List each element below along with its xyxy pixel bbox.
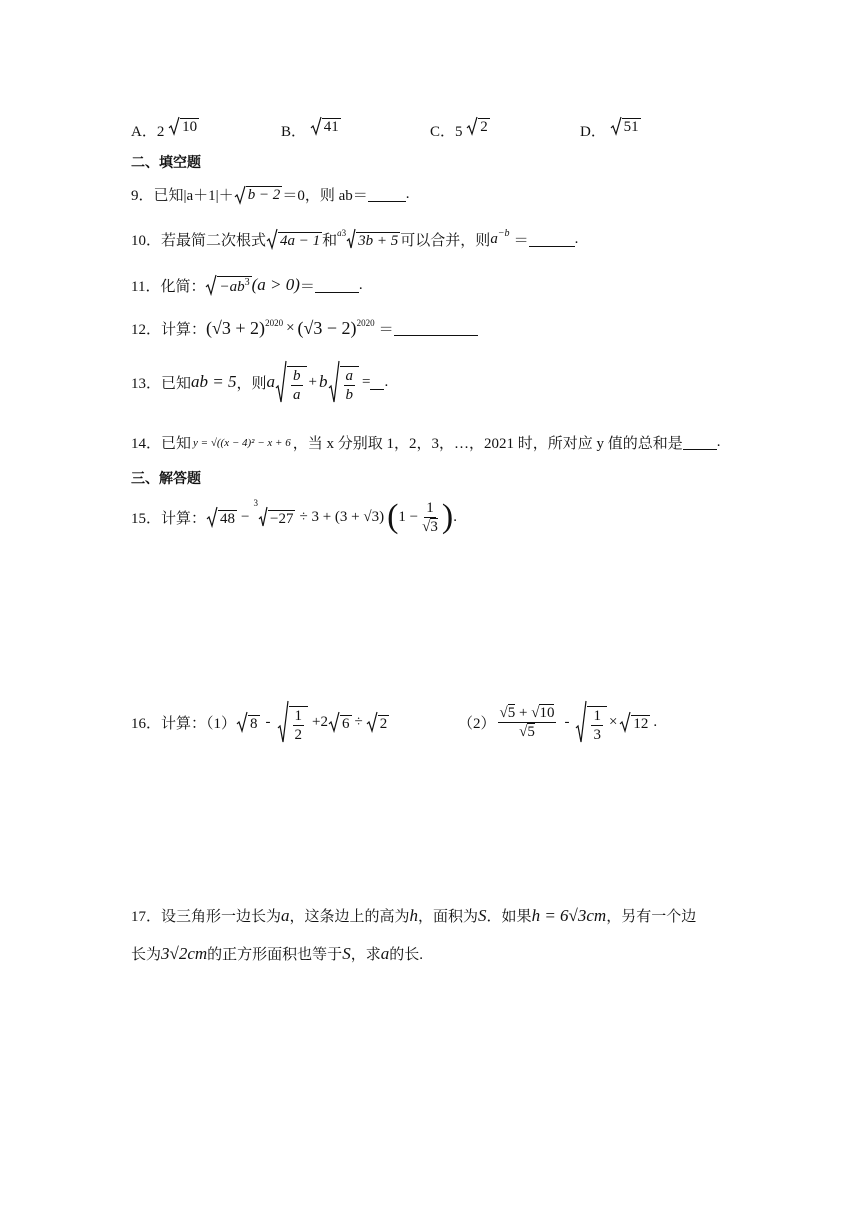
period: . (653, 713, 658, 730)
section-heading: 三、解答题 (131, 471, 201, 487)
answer-blank[interactable] (368, 187, 406, 202)
option-label: C． (430, 124, 456, 140)
cube-root (258, 506, 295, 528)
expression: (√3 + 2) (206, 318, 266, 338)
answer-blank[interactable] (315, 278, 359, 293)
fraction (420, 499, 440, 536)
radicand (289, 706, 309, 744)
sqrt (168, 116, 199, 136)
radicand: 51 (623, 118, 639, 135)
option-label: A． (131, 124, 157, 140)
radicand: 3 (430, 518, 438, 535)
section-heading: 二、填空题 (131, 155, 201, 171)
question-text: 若最简二次根式 (161, 232, 267, 249)
question-text: ，当 x 分别取 1，2，3，…，2021 时，所对应 y 值的总和是 (292, 436, 683, 452)
radicand (340, 366, 360, 404)
answer-blank[interactable] (370, 375, 384, 390)
plus-coef: +2 (312, 713, 328, 730)
coef: 5 (455, 124, 463, 140)
answer-blank[interactable] (529, 232, 575, 247)
question-text: 17．设三角形一边长为 (131, 909, 282, 925)
question-text: 的正方形面积也等于 (207, 947, 343, 963)
radicand: 2 (480, 118, 488, 135)
plus: + (308, 373, 317, 390)
denominator: √3 (422, 518, 438, 535)
sqrt (310, 116, 341, 136)
radicand: 3b + 5 (358, 232, 399, 249)
radicand: 12 (633, 715, 649, 732)
denominator: 3 (593, 727, 601, 743)
radicand: 5 (507, 704, 516, 721)
question-text: 可以合并，则 (400, 232, 491, 249)
times: × (286, 320, 295, 336)
denominator: 2 (294, 727, 303, 743)
sqrt (328, 711, 352, 733)
question-number: 12． (131, 322, 162, 338)
sqrt (575, 700, 607, 744)
question-text: 计算：（1） (161, 715, 237, 732)
given: ab = 5 (191, 372, 237, 391)
question-text: 的长. (389, 947, 423, 963)
numerator: 1 (426, 499, 434, 516)
cube-root (346, 228, 400, 250)
period: . (384, 373, 389, 390)
question-text: ，则 (236, 375, 267, 392)
sqrt (610, 116, 641, 136)
radicand: b − 2 (247, 187, 281, 204)
base: a (490, 230, 498, 247)
coef: 2 (156, 124, 165, 140)
question-number: 9． (131, 188, 154, 204)
times: × (608, 713, 618, 730)
question-text: 已知 (161, 375, 192, 392)
question-text: ，这条边上的高为 (289, 909, 410, 925)
equals: = (362, 373, 371, 390)
question-16-part2 (458, 700, 657, 744)
minus: - (265, 713, 271, 730)
radicand: 10 (182, 118, 198, 135)
period: . (574, 230, 579, 247)
condition: (a > 0) (251, 275, 300, 294)
question-text: ．如果 (486, 909, 532, 925)
sqrt (234, 185, 283, 205)
sqrt (619, 711, 650, 733)
question-text: 已知|a＋1|＋ (153, 188, 234, 204)
fraction (498, 704, 557, 741)
period: . (453, 508, 457, 525)
sqrt (236, 711, 260, 733)
question-11 (131, 274, 363, 296)
question-9 (131, 184, 409, 205)
question-number: 14． (131, 436, 162, 452)
question-number: 10． (131, 232, 162, 249)
exponent: 2020 (265, 318, 284, 328)
period: . (358, 276, 363, 293)
question-text: （2） (458, 715, 496, 732)
root-index-prefix: a (337, 228, 342, 238)
option-b (281, 116, 341, 141)
question-10 (131, 228, 578, 250)
question-12 (131, 318, 478, 339)
expression: 3√2cm (161, 943, 208, 963)
question-13 (131, 360, 388, 404)
sqrt (466, 116, 490, 136)
denominator: a (293, 387, 301, 403)
question-text: ，面积为 (418, 909, 479, 925)
minus: − (241, 508, 250, 525)
question-text: 长为 (131, 947, 162, 963)
var: b (319, 372, 328, 391)
question-14 (131, 432, 720, 453)
question-16 (131, 700, 389, 744)
question-text: 计算： (161, 510, 207, 527)
denominator: √5 (519, 723, 535, 740)
exponent: −b (497, 228, 510, 239)
option-d (580, 116, 641, 141)
option-c (430, 116, 490, 141)
radicand: 6 (342, 715, 350, 732)
sqrt (277, 700, 309, 744)
var: S (478, 905, 487, 925)
radicand: 5 (527, 723, 535, 740)
question-text: 计算： (161, 322, 207, 338)
formula: y = √((x − 4)² − x + 6 (193, 436, 291, 449)
equals: ＝ (378, 322, 394, 338)
numerator: b (293, 368, 301, 384)
sqrt (206, 506, 237, 528)
root-index: 3 (341, 228, 347, 238)
expression: ÷ 3 + (3 + √3) (299, 508, 385, 525)
radicand (287, 366, 307, 404)
root-index: 3 (253, 498, 258, 508)
sqrt (328, 360, 360, 404)
numerator: 1 (294, 708, 303, 724)
sqrt (205, 274, 251, 296)
radicand (587, 706, 607, 744)
denominator: b (345, 387, 353, 403)
numerator: a (345, 368, 353, 384)
radicand: 8 (250, 715, 258, 732)
period: . (405, 186, 410, 202)
numerator: √5 + √10 (499, 704, 555, 721)
left-paren: ( (387, 498, 399, 535)
question-number: 15． (131, 510, 162, 527)
radicand: 41 (323, 118, 339, 135)
radicand: 10 (539, 704, 555, 721)
question-text: ，另有一个边 (606, 909, 697, 925)
exponent: 3 (244, 276, 250, 288)
question-number: 13． (131, 375, 162, 392)
var: h (409, 905, 419, 925)
question-17-line2 (131, 943, 423, 964)
radicand: −27 (270, 510, 294, 527)
var: a (266, 372, 276, 391)
question-17-line1 (131, 905, 696, 926)
equals: ＝ (513, 232, 529, 249)
radicand: 48 (220, 510, 236, 527)
option-a (131, 116, 199, 141)
var: a (380, 943, 390, 963)
expression: h = 6√3cm (531, 905, 607, 925)
question-text: ，求 (350, 947, 381, 963)
equals: ＝ (299, 278, 315, 295)
radicand-text: −ab (219, 278, 245, 295)
sqrt (366, 711, 390, 733)
radicand (217, 276, 251, 296)
exponent: 2020 (356, 318, 375, 328)
option-label: B． (281, 124, 307, 140)
question-number: 16． (131, 715, 162, 732)
question-number: 11． (131, 278, 161, 295)
question-text: 已知 (161, 436, 192, 452)
period: . (716, 434, 721, 450)
answer-blank[interactable] (394, 321, 478, 336)
expression: 1 − (398, 508, 419, 525)
numerator: 1 (593, 708, 601, 724)
question-text: 化简： (160, 278, 206, 295)
right-paren: ) (441, 498, 454, 535)
var: a (281, 905, 290, 925)
radicand: 4a − 1 (280, 232, 321, 249)
question-15 (131, 498, 457, 536)
sqrt (275, 360, 307, 404)
expression: (√3 − 2) (297, 318, 357, 338)
divide: ÷ (354, 713, 363, 730)
sqrt (266, 228, 322, 250)
var: S (342, 943, 351, 963)
question-text: 和 (322, 232, 338, 249)
answer-blank[interactable] (683, 435, 717, 450)
option-label: D． (580, 124, 606, 140)
minus: - (564, 713, 570, 730)
radicand: 2 (379, 715, 388, 732)
question-text: ＝0，则 ab＝ (282, 188, 368, 204)
